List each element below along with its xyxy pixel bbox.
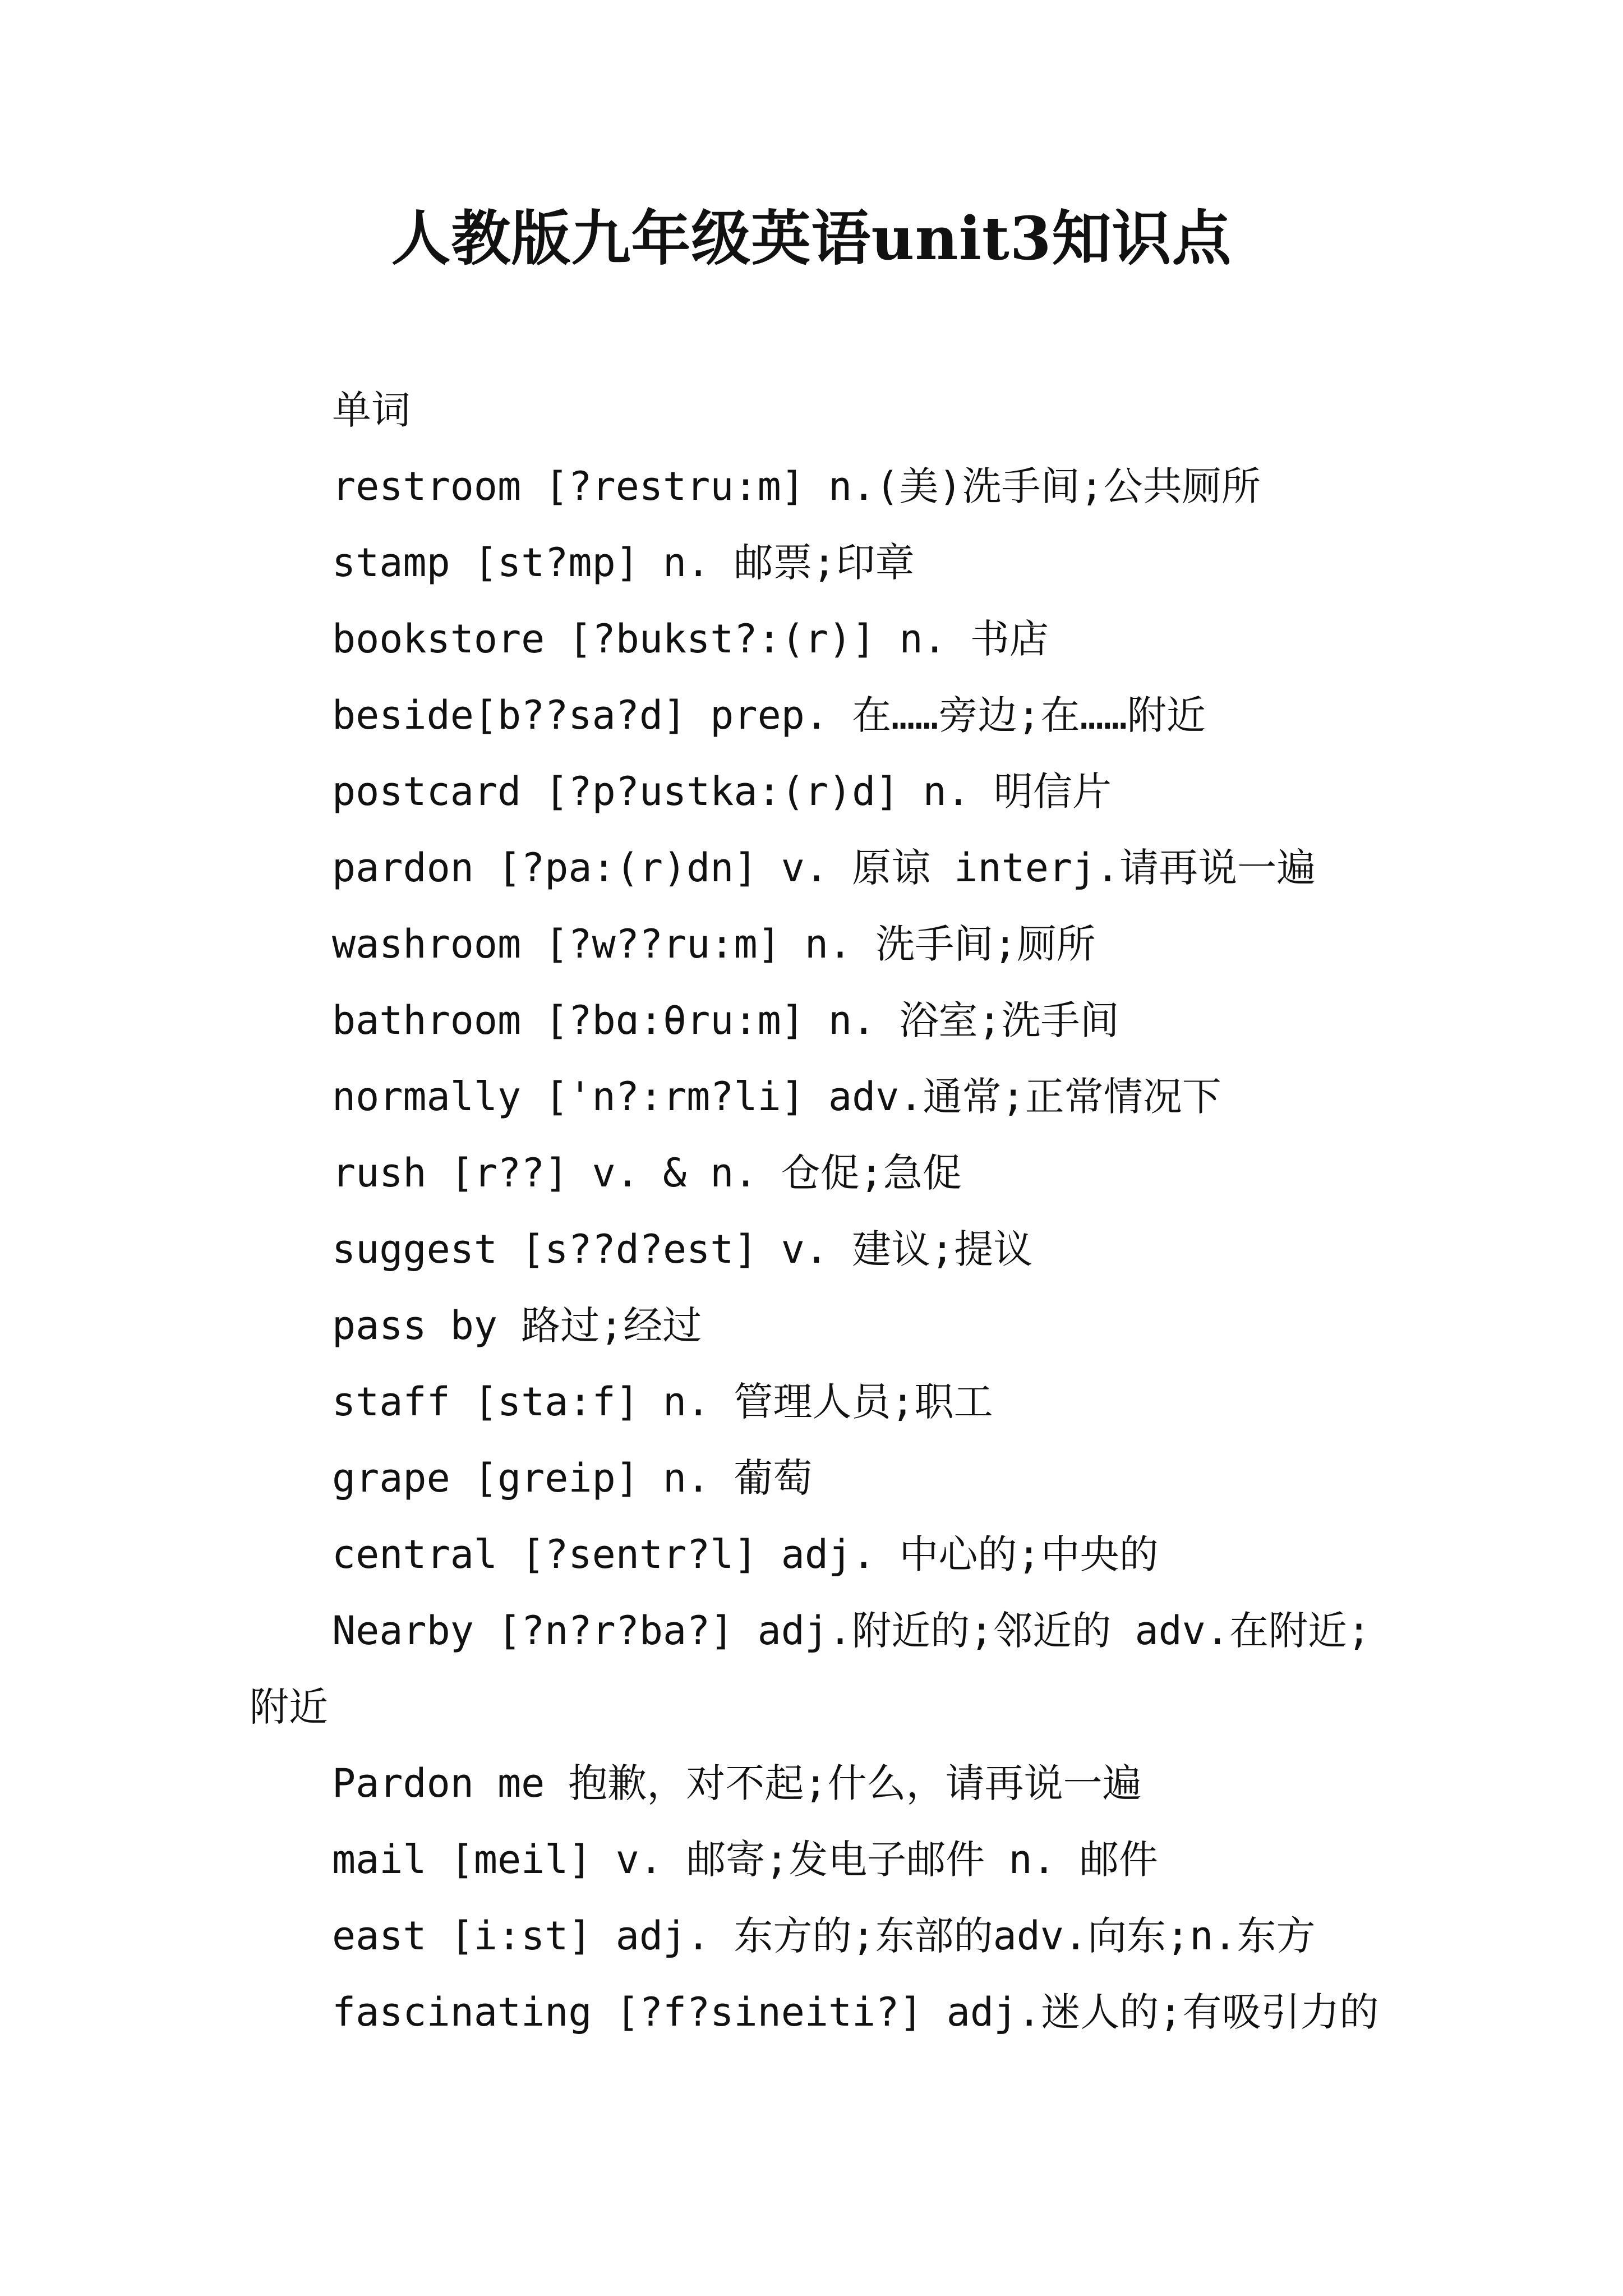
vocab-entry-washroom: washroom [?w??ru:m] n. 洗手间;厕所 bbox=[332, 921, 1096, 967]
vocab-entry-pardon-me: Pardon me 抱歉，对不起;什么，请再说一遍 bbox=[332, 1760, 1142, 1806]
vocab-entry-pardon: pardon [?pa:(r)dn] v. 原谅 interj.请再说一遍 bbox=[332, 845, 1316, 891]
vocab-entry-pass-by: pass by 路过;经过 bbox=[332, 1303, 702, 1349]
vocab-entry-restroom: restroom [?restru:m] n.(美)洗手间;公共厕所 bbox=[332, 463, 1261, 509]
vocab-entry-postcard: postcard [?p?ustka:(r)d] n. 明信片 bbox=[332, 769, 1112, 815]
vocab-entry-staff: staff [sta:f] n. 管理人员;职工 bbox=[332, 1379, 993, 1425]
vocab-entry-stamp: stamp [st?mp] n. 邮票;印章 bbox=[332, 540, 915, 586]
vocab-entry-normally: normally ['n?:rm?li] adv.通常;正常情况下 bbox=[332, 1074, 1221, 1120]
vocab-entry-mail: mail [meil] v. 邮寄;发电子邮件 n. 邮件 bbox=[332, 1837, 1158, 1883]
vocab-entry-central: central [?sentr?l] adj. 中心的;中央的 bbox=[332, 1531, 1159, 1577]
vocab-entry-east: east [i:st] adj. 东方的;东部的adv.向东;n.东方 bbox=[332, 1913, 1316, 1959]
vocab-entry-fascinating: fascinating [?f?sineiti?] adj.迷人的;有吸引力的 bbox=[332, 1989, 1379, 2035]
vocab-entry-beside: beside[b??sa?d] prep. 在……旁边;在……附近 bbox=[332, 692, 1206, 738]
vocab-entry-nearby: Nearby [?n?r?ba?] adj.附近的;邻近的 adv.在附近; bbox=[332, 1608, 1371, 1654]
vocab-entry-bookstore: bookstore [?bukst?:(r)] n. 书店 bbox=[332, 616, 1049, 662]
section-heading: 单词 bbox=[332, 387, 411, 433]
vocab-entry-rush: rush [r??] v. & n. 仓促;急促 bbox=[332, 1150, 962, 1196]
vocab-entry-grape: grape [greip] n. 葡萄 bbox=[332, 1455, 813, 1501]
vocab-entry-suggest: suggest [s??d?est] v. 建议;提议 bbox=[332, 1226, 1033, 1272]
page-title: 人教版九年级英语unit3知识点 bbox=[391, 203, 1232, 273]
vocab-entry-bathroom: bathroom [?bɑ:θru:m] n. 浴室;洗手间 bbox=[332, 997, 1119, 1043]
vocab-entry-nearby-continued: 附近 bbox=[250, 1684, 328, 1730]
